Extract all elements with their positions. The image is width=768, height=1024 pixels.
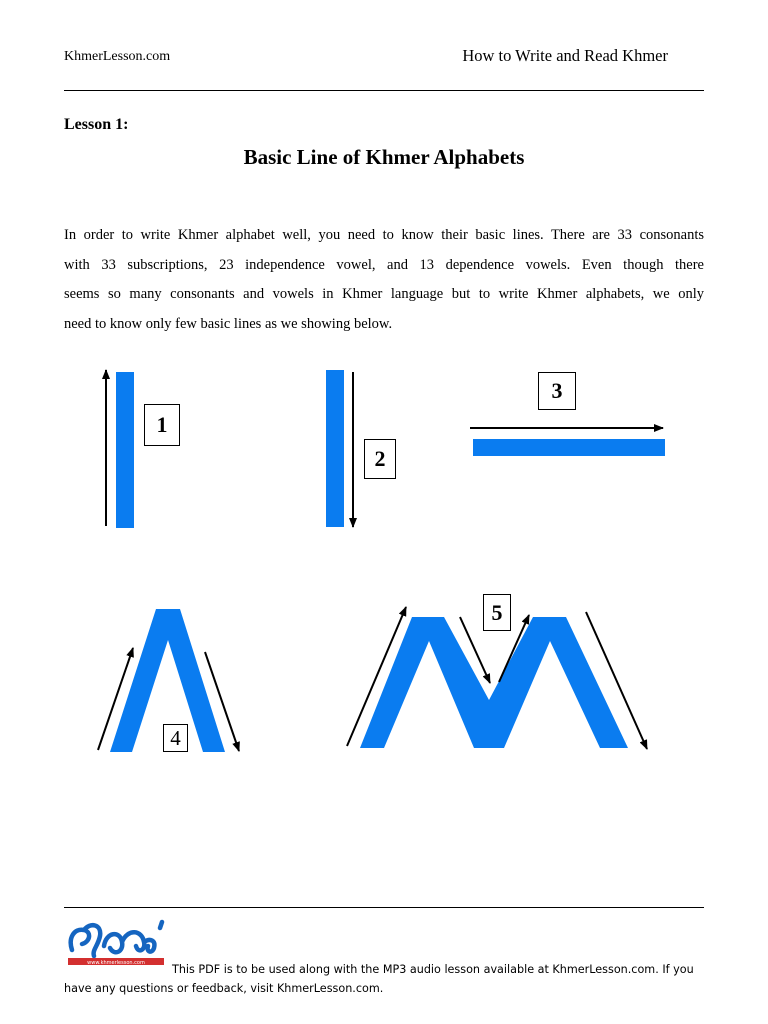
intro-line: In order to write Khmer alphabet well, you need to know their basic lines. There are 33 consonants: [64, 227, 704, 243]
stroke-3-bar: [473, 439, 665, 456]
intro-line: with 33 subscriptions, 23 independence vowel, and 13 dependence vowels. Even though there: [64, 256, 704, 273]
stroke-1-group: [106, 370, 134, 528]
stroke-1-bar: [116, 372, 134, 528]
footer-divider: [64, 907, 704, 908]
lesson-label: Lesson 1:: [64, 116, 129, 133]
footer-note-line-1: This PDF is to be used along with the MP3 audio lesson available at KhmerLesson.com. If you: [172, 963, 694, 976]
document-title: How to Write and Read Khmer: [462, 46, 668, 65]
stroke-2-number: 2: [364, 439, 396, 479]
logo-caption: www.khmerlesson.com: [87, 959, 145, 966]
stroke-3-number: 3: [538, 372, 576, 410]
footer-note: [64, 960, 704, 998]
intro-line: need to know only few basic lines as we showing below.: [64, 315, 393, 332]
lesson-title: Basic Line of Khmer Alphabets: [243, 145, 525, 169]
stroke-2-group: [326, 370, 353, 527]
stroke-2-bar: [326, 370, 344, 527]
site-name: KhmerLesson.com: [64, 49, 171, 64]
stroke-3-group: [470, 428, 665, 456]
stroke-1-number: 1: [144, 404, 180, 446]
stroke-4-number: 4: [163, 724, 188, 752]
intro-line: seems so many consonants and vowels in Khmer language but to write Khmer alphabets, we only: [64, 286, 704, 302]
stroke-5-number: 5: [483, 594, 511, 631]
stroke-5-shape: [360, 617, 628, 748]
footer-note-line-2: have any questions or feedback, visit KhmerLesson.com.: [64, 982, 384, 995]
